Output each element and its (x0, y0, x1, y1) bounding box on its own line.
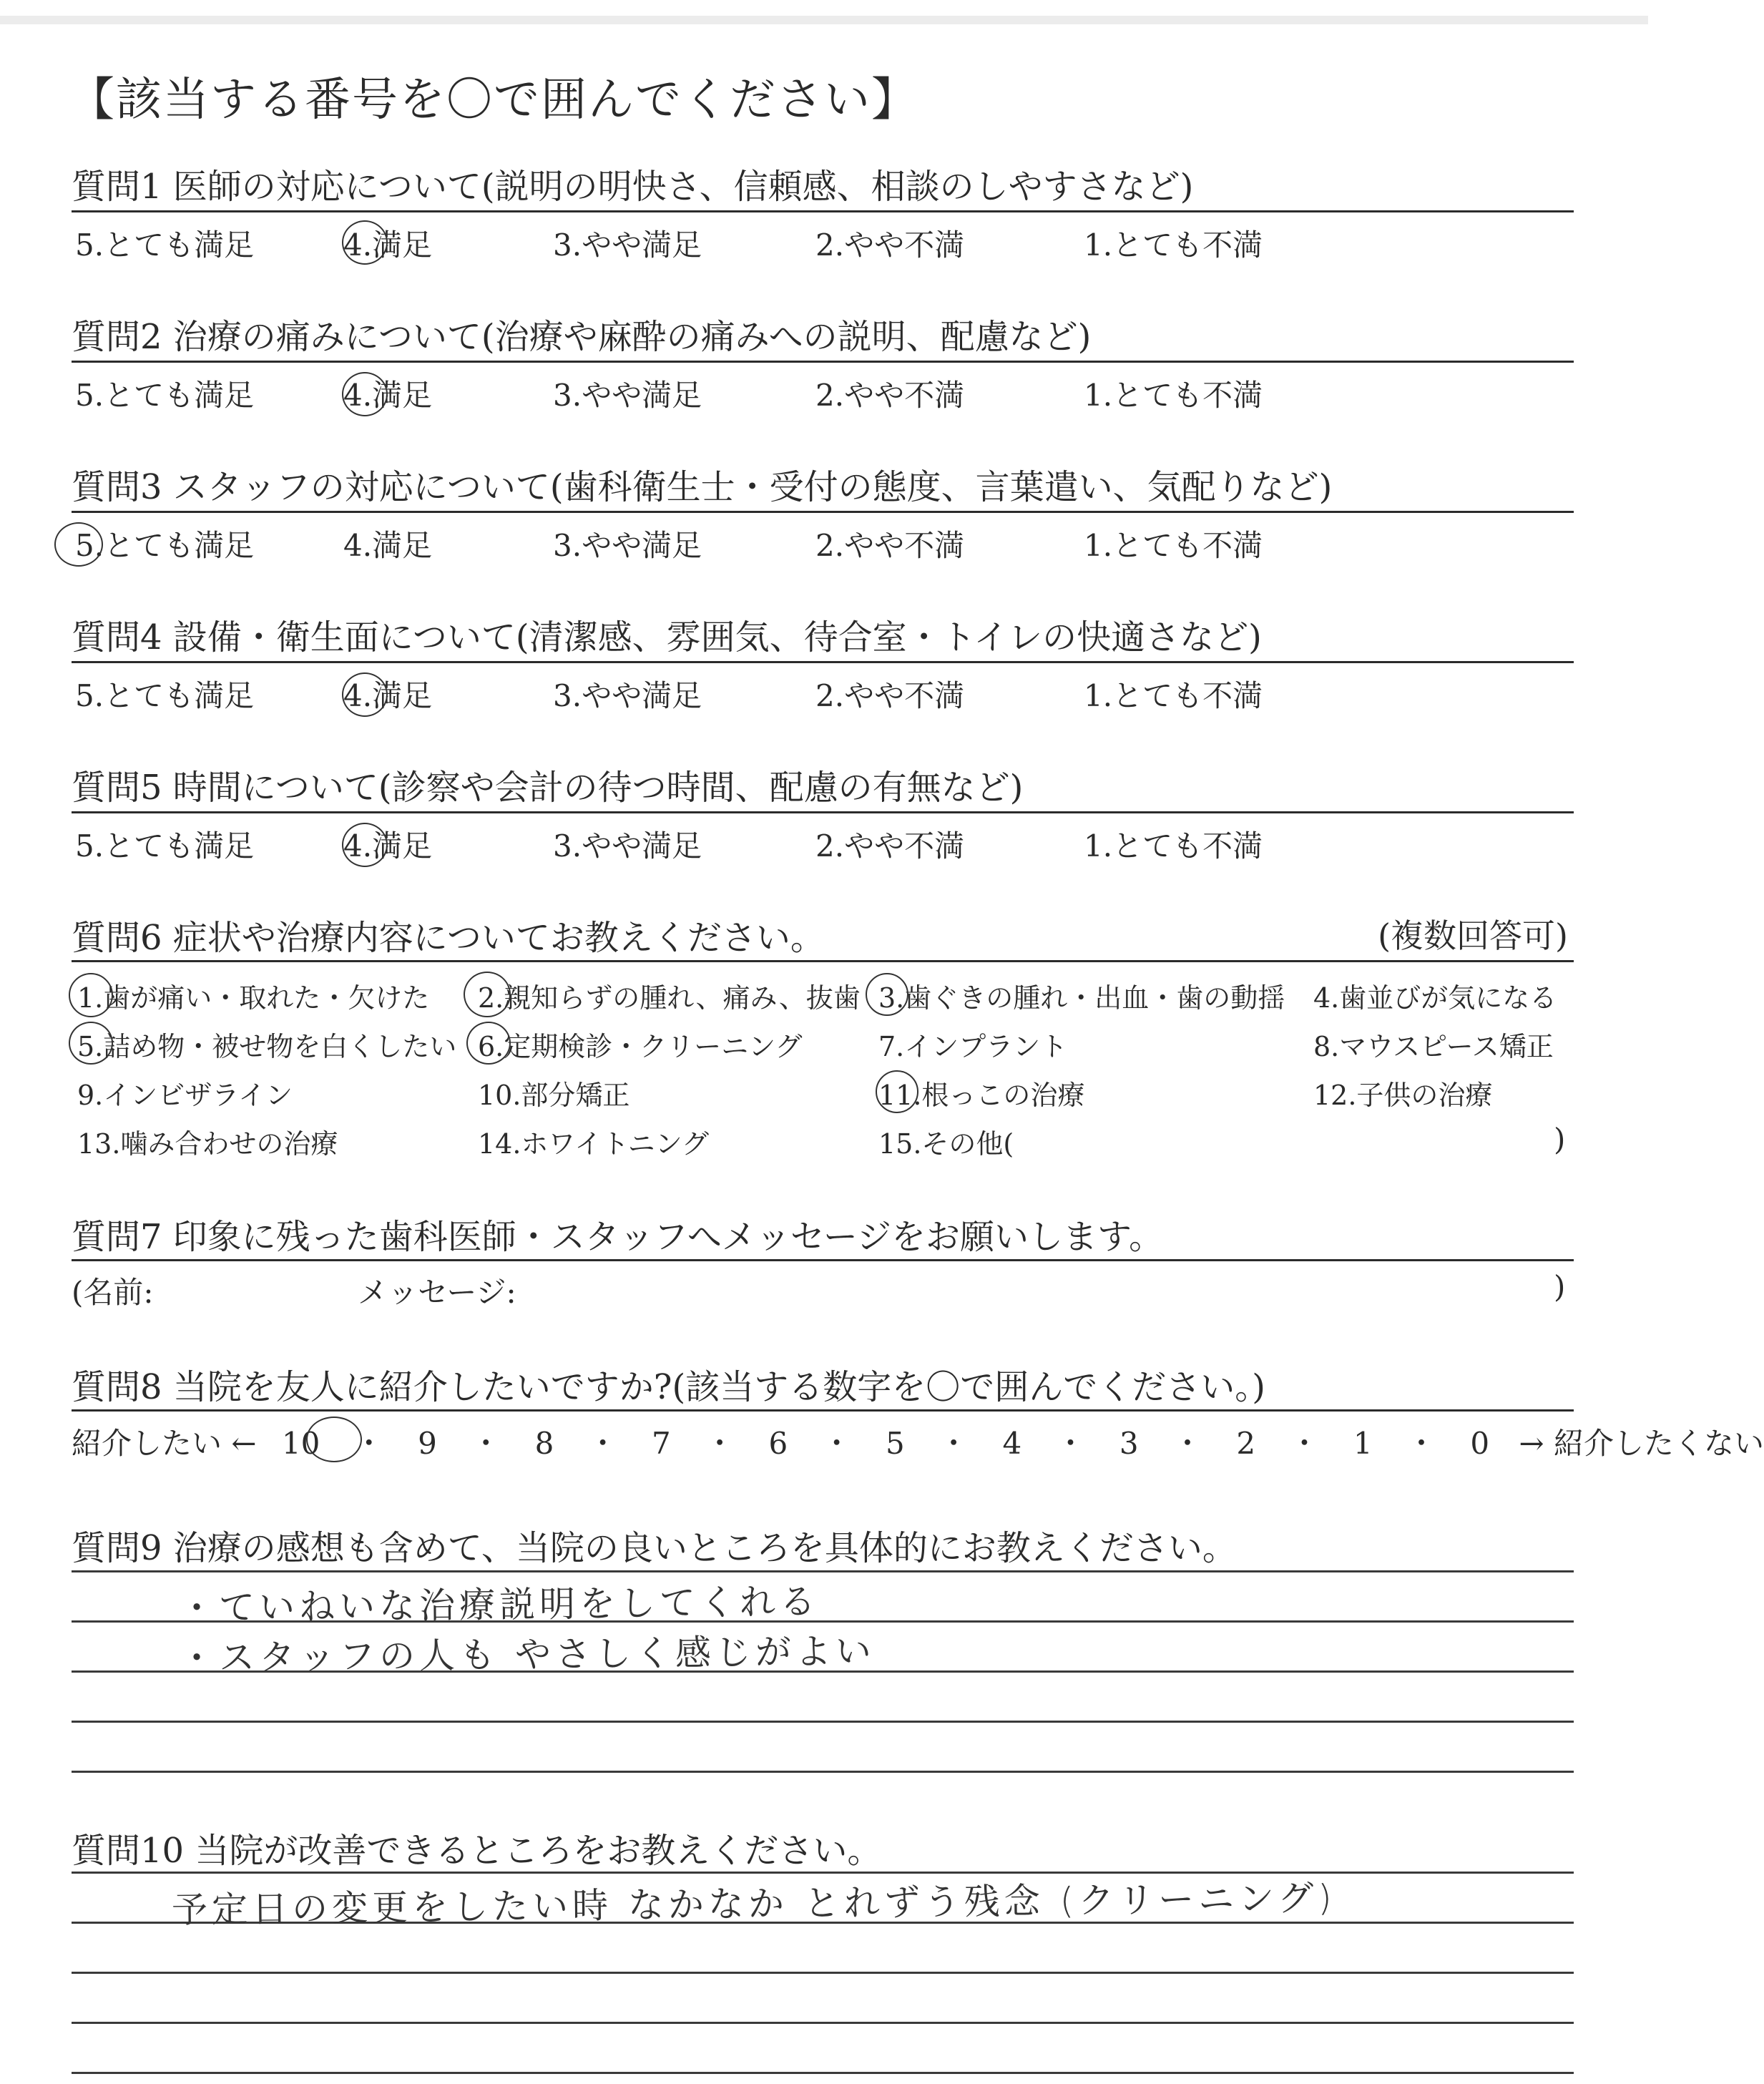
q4-option-1[interactable]: 1.とても不満 (1084, 678, 1263, 713)
q6-item-14[interactable]: 14.ホワイトニング (478, 1128, 710, 1160)
q6-item-2[interactable]: 2.親知らずの腫れ、痛み、抜歯 (478, 982, 861, 1014)
q10-answer-line (72, 2022, 1574, 2024)
q10-handwritten-answer-1: 予定日の変更をしたい時 なかなか とれずう残念 (クリーニング) (171, 1877, 1336, 1931)
q1-option-3[interactable]: 3.やや満足 (553, 228, 702, 263)
question-1-title: 質問1 医師の対応について(説明の明快さ、信頼感、相談のしやすさなど) (72, 167, 1194, 207)
q3-option-1[interactable]: 1.とても不満 (1084, 528, 1263, 563)
scale-value-4[interactable]: 4 (1002, 1426, 1022, 1461)
question-4-rule (72, 661, 1574, 663)
question-2-title: 質問2 治療の痛みについて(治療や麻酔の痛みへの説明、配慮など) (72, 317, 1092, 357)
q10-answer-line (72, 1872, 1574, 1874)
q1-option-1[interactable]: 1.とても不満 (1084, 228, 1263, 263)
question-6-rule (72, 960, 1574, 962)
q5-option-4[interactable]: 4.満足 (343, 828, 433, 864)
q10-answer-line (72, 2072, 1574, 2074)
recommend-scale: 紹介したい ← 10 ・ 9 ・ 8 ・ 7 ・ 6 ・ 5 ・ 4 ・ 3 ・ 2 ・ 1 ・ 0 → 紹介したくない (72, 1420, 1581, 1463)
q1-option-5[interactable]: 5.とても満足 (75, 228, 255, 263)
q6-item-13[interactable]: 13.噛み合わせの治療 (77, 1128, 338, 1160)
q3-option-5[interactable]: 5.とても満足 (75, 528, 255, 563)
q6-selection-circle-6 (466, 1022, 511, 1065)
scale-value-9[interactable]: 9 (418, 1426, 437, 1461)
question-5-rule (72, 811, 1574, 813)
q2-option-2[interactable]: 2.やや不満 (815, 378, 965, 413)
page-header: 【該当する番号を〇で囲んでください】 (69, 74, 918, 127)
q4-option-3[interactable]: 3.やや満足 (553, 678, 702, 713)
q3-option-3[interactable]: 3.やや満足 (553, 528, 702, 563)
scale-right-label: → 紹介したくない (1519, 1426, 1764, 1461)
name-label: (名前: (72, 1275, 154, 1310)
question-7-rule (72, 1259, 1574, 1261)
question-3-rule (72, 511, 1574, 513)
scale-value-5[interactable]: 5 (885, 1426, 905, 1461)
q9-answer-line (72, 1570, 1574, 1572)
q6-item-5[interactable]: 5.詰め物・被せ物を白くしたい (77, 1031, 457, 1062)
q10-answer-line (72, 1972, 1574, 1974)
multiple-answers-note: (複数回答可) (1378, 916, 1568, 955)
q8-selection-circle (306, 1417, 362, 1462)
scale-left-label: 紹介したい ← (72, 1426, 257, 1461)
q5-option-5[interactable]: 5.とても満足 (75, 828, 255, 864)
q4-option-2[interactable]: 2.やや不満 (815, 678, 965, 713)
scale-value-7[interactable]: 7 (652, 1426, 671, 1461)
q2-option-1[interactable]: 1.とても不満 (1084, 378, 1263, 413)
q5-option-3[interactable]: 3.やや満足 (553, 828, 702, 864)
scale-value-0[interactable]: 0 (1470, 1426, 1490, 1461)
q4-option-5[interactable]: 5.とても満足 (75, 678, 255, 713)
q2-option-4[interactable]: 4.満足 (343, 378, 433, 413)
question-2-rule (72, 361, 1574, 363)
q4-option-4[interactable]: 4.満足 (343, 678, 433, 713)
q6-selection-circle-11 (876, 1070, 918, 1113)
q3-option-2[interactable]: 2.やや不満 (815, 528, 965, 563)
q2-option-5[interactable]: 5.とても満足 (75, 378, 255, 413)
q2-option-3[interactable]: 3.やや満足 (553, 378, 702, 413)
q6-item-12[interactable]: 12.子供の治療 (1313, 1080, 1493, 1111)
q5-option-2[interactable]: 2.やや不満 (815, 828, 965, 864)
q6-item-15[interactable]: 15.その他( (878, 1128, 1014, 1160)
q5-selection-circle (342, 823, 388, 867)
q6-selection-circle-3 (866, 973, 908, 1016)
scale-value-10[interactable]: 10 (281, 1426, 320, 1461)
q1-selection-circle (342, 220, 388, 265)
q5-option-1[interactable]: 1.とても不満 (1084, 828, 1263, 864)
question-3-title: 質問3 スタッフの対応について(歯科衛生士・受付の態度、言葉遣い、気配りなど) (72, 467, 1333, 507)
q9-answer-line (72, 1771, 1574, 1773)
scale-value-1[interactable]: 1 (1353, 1426, 1373, 1461)
q6-item-9[interactable]: 9.インビザライン (77, 1080, 293, 1111)
q6-other-close-paren: ) (1554, 1122, 1566, 1157)
q4-selection-circle (342, 672, 388, 717)
q6-item-11[interactable]: 11.根っこの治療 (878, 1080, 1085, 1111)
q6-item-7[interactable]: 7.インプラント (878, 1031, 1068, 1062)
question-8-rule (72, 1409, 1574, 1412)
q6-selection-circle-5 (69, 1022, 113, 1065)
q9-handwritten-answer-1: ・ていねいな治療説明をしてくれる (178, 1580, 820, 1629)
q6-item-8[interactable]: 8.マウスピース矯正 (1313, 1031, 1554, 1062)
q6-selection-circle-2 (464, 972, 511, 1017)
scale-value-6[interactable]: 6 (768, 1426, 788, 1461)
question-5-title: 質問5 時間について(診察や会計の待つ時間、配慮の有無など) (72, 768, 1024, 808)
q6-item-4[interactable]: 4.歯並びが気になる (1313, 982, 1557, 1014)
question-7-title: 質問7 印象に残った歯科医師・スタッフへメッセージをお願いします。 (72, 1217, 1164, 1257)
question-9-title: 質問9 治療の感想も含めて、当院の良いところを具体的にお教えください。 (72, 1528, 1237, 1568)
question-1-rule (72, 210, 1574, 212)
top-rule (0, 16, 1648, 24)
scale-value-8[interactable]: 8 (534, 1426, 554, 1461)
q6-item-6[interactable]: 6.定期検診・クリーニング (478, 1031, 803, 1062)
scale-value-2[interactable]: 2 (1236, 1426, 1256, 1461)
q1-option-2[interactable]: 2.やや不満 (815, 228, 965, 263)
question-8-title: 質問8 当院を友人に紹介したいですか?(該当する数字を〇で囲んでください。) (72, 1367, 1265, 1407)
scale-value-3[interactable]: 3 (1119, 1426, 1139, 1461)
question-10-title: 質問10 当院が改善できるところをお教えください。 (72, 1831, 882, 1871)
q2-selection-circle (342, 372, 388, 416)
q1-option-4[interactable]: 4.満足 (343, 228, 433, 263)
q9-answer-line (72, 1721, 1574, 1723)
q3-selection-circle (54, 522, 103, 567)
q6-item-3[interactable]: 3.歯ぐきの腫れ・出血・歯の動揺 (878, 982, 1285, 1014)
q3-option-4[interactable]: 4.満足 (343, 528, 433, 563)
q6-item-10[interactable]: 10.部分矯正 (478, 1080, 630, 1111)
q7-close-paren: ) (1554, 1269, 1566, 1304)
q9-handwritten-answer-2: ・スタッフの人も やさしく感じがよい (178, 1630, 876, 1679)
question-4-title: 質問4 設備・衛生面について(清潔感、雰囲気、待合室・トイレの快適さなど) (72, 617, 1262, 657)
q6-selection-circle-1 (69, 973, 113, 1017)
message-label: メッセージ: (358, 1275, 516, 1310)
q6-item-1[interactable]: 1.歯が痛い・取れた・欠けた (77, 982, 430, 1014)
question-6-title: 質問6 症状や治療内容についてお教えください。 (72, 918, 825, 958)
